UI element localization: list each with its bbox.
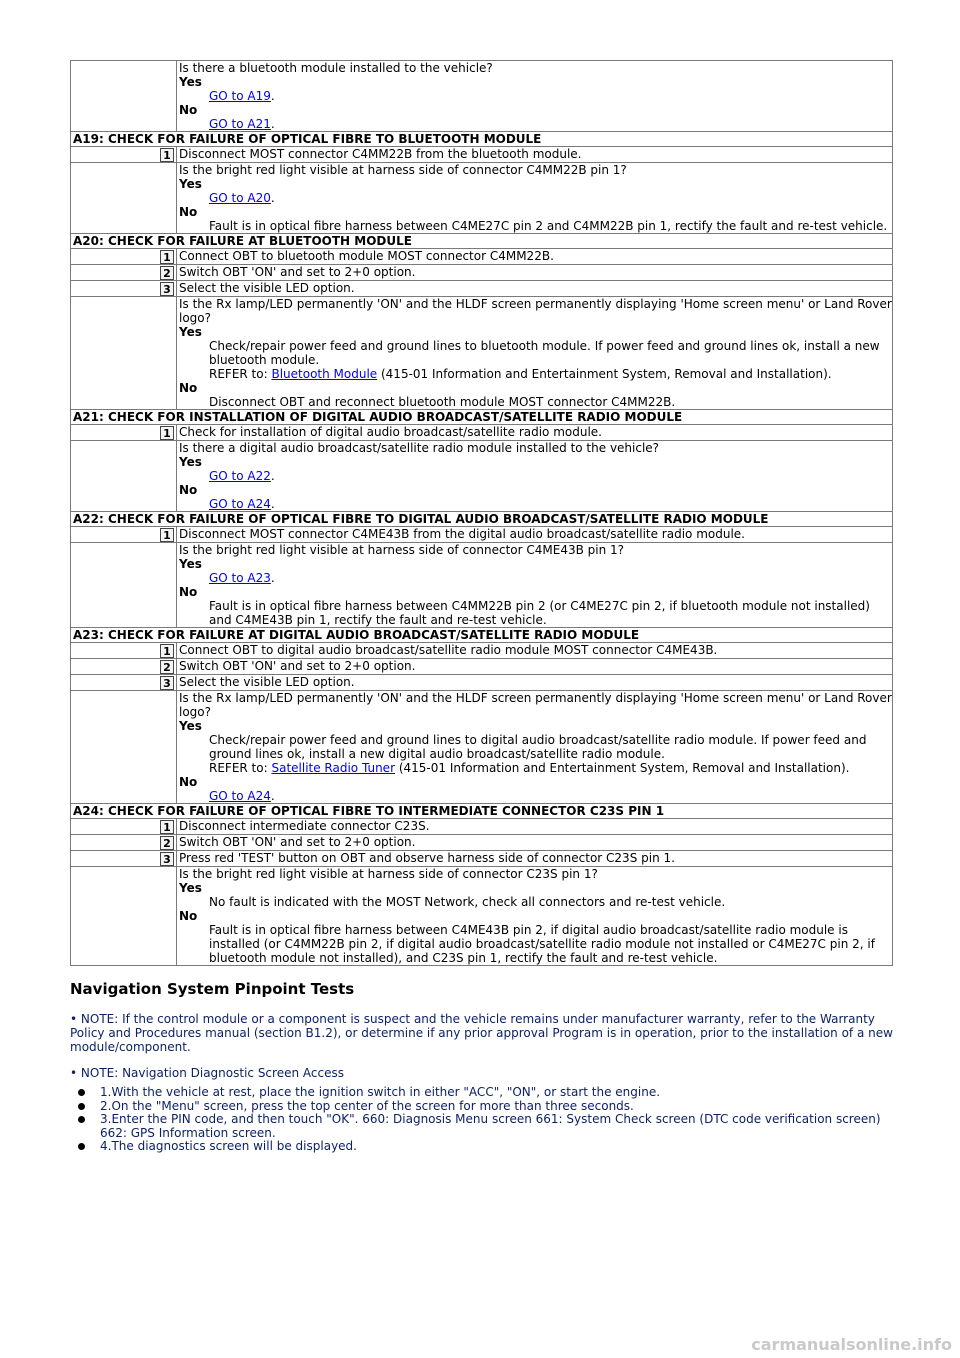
no-label: No bbox=[179, 585, 198, 599]
step-number-badge: 3 bbox=[160, 282, 174, 296]
step-number-badge: 1 bbox=[160, 820, 174, 834]
refer-prefix: REFER to: bbox=[209, 761, 272, 775]
step-instruction: Switch OBT 'ON' and set to 2+0 option. bbox=[177, 835, 893, 851]
goto-tail: . bbox=[270, 497, 275, 511]
question-text: Is the bright red light visible at harness side of connector C4MM22B pin 1? bbox=[179, 163, 627, 177]
table-row bbox=[71, 61, 893, 132]
question-spacer-cell bbox=[71, 867, 177, 966]
question-spacer-cell bbox=[71, 543, 177, 628]
no-label: No bbox=[179, 909, 198, 923]
question-cell bbox=[177, 867, 893, 966]
yes-label: Yes bbox=[179, 75, 202, 89]
question-cell bbox=[177, 691, 893, 804]
step-instruction: Disconnect MOST connector C4MM22B from the bluetooth module. bbox=[177, 147, 893, 163]
document-body bbox=[70, 60, 893, 1154]
refer-suffix: (415-01 Information and Entertainment System, Removal and Installation). bbox=[395, 761, 850, 775]
goto-tail: . bbox=[270, 571, 275, 585]
step-number-cell bbox=[71, 527, 177, 543]
table-row bbox=[71, 281, 893, 297]
table-row bbox=[71, 628, 893, 643]
refer-suffix: (415-01 Information and Entertainment System, Removal and Installation). bbox=[377, 367, 832, 381]
question-cell bbox=[177, 61, 893, 132]
list-item: 1.With the vehicle at rest, place the ignition switch in either "ACC", "ON", or start the engine. bbox=[100, 1086, 893, 1100]
table-row bbox=[71, 851, 893, 867]
step-number-cell bbox=[71, 675, 177, 691]
no-label: No bbox=[179, 205, 198, 219]
table-row bbox=[71, 675, 893, 691]
step-number-badge: 2 bbox=[160, 836, 174, 850]
table-row bbox=[71, 234, 893, 249]
no-label: No bbox=[179, 381, 198, 395]
step-number-badge: 1 bbox=[160, 528, 174, 542]
step-number-cell bbox=[71, 147, 177, 163]
step-number-badge: 3 bbox=[160, 852, 174, 866]
step-number-cell bbox=[71, 643, 177, 659]
yes-answer-text: No fault is indicated with the MOST Network, check all connectors and re-test vehicle. bbox=[209, 895, 726, 909]
step-number-badge: 2 bbox=[160, 660, 174, 674]
no-answer-line bbox=[179, 497, 892, 511]
step-number-badge: 1 bbox=[160, 148, 174, 162]
step-number-cell bbox=[71, 819, 177, 835]
goto-link[interactable]: GO to A20 bbox=[209, 191, 271, 205]
yes-answer-line bbox=[179, 89, 892, 103]
table-row bbox=[71, 867, 893, 966]
refer-line bbox=[179, 761, 892, 775]
no-answer-line bbox=[179, 789, 892, 803]
table-row bbox=[71, 265, 893, 281]
goto-link[interactable]: GO to A23 bbox=[209, 571, 271, 585]
question-text: Is the Rx lamp/LED permanently 'ON' and the HLDF screen permanently displaying 'Home screen menu' or Land Rover logo? bbox=[179, 297, 892, 325]
step-number-badge: 2 bbox=[160, 266, 174, 280]
diagnostic-steps-list bbox=[70, 1086, 893, 1154]
table-row bbox=[71, 425, 893, 441]
question-text: Is there a digital audio broadcast/satellite radio module installed to the vehicle? bbox=[179, 441, 660, 455]
pinpoint-test-table bbox=[70, 60, 893, 966]
yes-label: Yes bbox=[179, 881, 202, 895]
yes-label: Yes bbox=[179, 719, 202, 733]
refer-link[interactable]: Satellite Radio Tuner bbox=[271, 761, 396, 775]
table-row bbox=[71, 297, 893, 410]
question-spacer-cell bbox=[71, 297, 177, 410]
step-number-badge: 3 bbox=[160, 676, 174, 690]
test-step-header: A24: CHECK FOR FAILURE OF OPTICAL FIBRE TO INTERMEDIATE CONNECTOR C23S PIN 1 bbox=[71, 804, 893, 819]
step-number-cell bbox=[71, 851, 177, 867]
refer-link[interactable]: Bluetooth Module bbox=[271, 367, 378, 381]
table-row bbox=[71, 163, 893, 234]
goto-link[interactable]: GO to A22 bbox=[209, 469, 271, 483]
yes-label: Yes bbox=[179, 325, 202, 339]
table-row bbox=[71, 543, 893, 628]
table-row bbox=[71, 643, 893, 659]
goto-link[interactable]: GO to A24 bbox=[209, 789, 271, 803]
question-cell bbox=[177, 163, 893, 234]
test-step-header: A22: CHECK FOR FAILURE OF OPTICAL FIBRE TO DIGITAL AUDIO BROADCAST/SATELLITE RADIO MODULE bbox=[71, 512, 893, 527]
step-instruction: Press red 'TEST' button on OBT and observe harness side of connector C23S pin 1. bbox=[177, 851, 893, 867]
test-step-header: A23: CHECK FOR FAILURE AT DIGITAL AUDIO BROADCAST/SATELLITE RADIO MODULE bbox=[71, 628, 893, 643]
step-instruction: Connect OBT to digital audio broadcast/satellite radio module MOST connector C4ME43B. bbox=[177, 643, 893, 659]
goto-tail: . bbox=[270, 89, 275, 103]
no-label: No bbox=[179, 775, 198, 789]
step-instruction: Switch OBT 'ON' and set to 2+0 option. bbox=[177, 659, 893, 675]
step-instruction: Disconnect MOST connector C4ME43B from the digital audio broadcast/satellite radio module. bbox=[177, 527, 893, 543]
yes-answer-line bbox=[179, 191, 892, 205]
step-instruction: Switch OBT 'ON' and set to 2+0 option. bbox=[177, 265, 893, 281]
refer-prefix: REFER to: bbox=[209, 367, 272, 381]
goto-tail: . bbox=[270, 789, 275, 803]
step-number-cell bbox=[71, 835, 177, 851]
question-spacer-cell bbox=[71, 691, 177, 804]
question-cell bbox=[177, 441, 893, 512]
list-item: 4.The diagnostics screen will be displayed. bbox=[100, 1140, 893, 1154]
question-text: Is the bright red light visible at harness side of connector C4ME43B pin 1? bbox=[179, 543, 625, 557]
question-spacer-cell bbox=[71, 61, 177, 132]
goto-tail: . bbox=[270, 191, 275, 205]
table-row bbox=[71, 804, 893, 819]
question-text: Is the bright red light visible at harness side of connector C23S pin 1? bbox=[179, 867, 598, 881]
step-number-cell bbox=[71, 249, 177, 265]
no-answer-text: Fault is in optical fibre harness between C4MM22B pin 2 (or C4ME27C pin 2, if bluetooth module not installed) and C4ME43B pin 1, rectify the fault and re-test vehicle. bbox=[209, 599, 870, 627]
goto-tail: . bbox=[270, 469, 275, 483]
test-step-header: A19: CHECK FOR FAILURE OF OPTICAL FIBRE TO BLUETOOTH MODULE bbox=[71, 132, 893, 147]
yes-label: Yes bbox=[179, 177, 202, 191]
refer-line bbox=[179, 367, 892, 381]
yes-answer-text: Check/repair power feed and ground lines to digital audio broadcast/satellite radio module. If power feed and ground lines ok, install a new digital audio broadcast/satellite radio module. bbox=[209, 733, 867, 761]
table-row bbox=[71, 835, 893, 851]
step-instruction: Select the visible LED option. bbox=[177, 675, 893, 691]
yes-answer-line bbox=[179, 571, 892, 585]
table-row bbox=[71, 659, 893, 675]
table-row bbox=[71, 132, 893, 147]
question-spacer-cell bbox=[71, 441, 177, 512]
question-cell bbox=[177, 297, 893, 410]
section-title: Navigation System Pinpoint Tests bbox=[70, 980, 355, 998]
step-number-cell bbox=[71, 425, 177, 441]
goto-link[interactable]: GO to A21 bbox=[209, 117, 271, 131]
table-row bbox=[71, 512, 893, 527]
step-number-cell bbox=[71, 281, 177, 297]
table-row bbox=[71, 819, 893, 835]
goto-link[interactable]: GO to A24 bbox=[209, 497, 271, 511]
step-instruction: Disconnect intermediate connector C23S. bbox=[177, 819, 893, 835]
table-row bbox=[71, 249, 893, 265]
goto-link[interactable]: GO to A19 bbox=[209, 89, 271, 103]
warranty-note: • NOTE: If the control module or a component is suspect and the vehicle remains under manufacturer warranty, refer to the Warranty Policy and Procedures manual (section B1.2), or determine if any prior approval Program is in operation, prior to the installation of a new module/component. bbox=[70, 1012, 893, 1054]
yes-answer-line bbox=[179, 469, 892, 483]
table-row bbox=[71, 441, 893, 512]
yes-label: Yes bbox=[179, 557, 202, 571]
test-step-header: A21: CHECK FOR INSTALLATION OF DIGITAL AUDIO BROADCAST/SATELLITE RADIO MODULE bbox=[71, 410, 893, 425]
question-spacer-cell bbox=[71, 163, 177, 234]
yes-label: Yes bbox=[179, 455, 202, 469]
no-answer-text: Disconnect OBT and reconnect bluetooth module MOST connector C4MM22B. bbox=[209, 395, 676, 409]
step-number-badge: 1 bbox=[160, 250, 174, 264]
question-text: Is there a bluetooth module installed to the vehicle? bbox=[179, 61, 493, 75]
no-answer-text: Fault is in optical fibre harness between C4ME43B pin 2, if digital audio broadcast/satellite radio module is installed (or C4MM22B pin 2, if digital audio broadcast/satellite radio module not installed or C4ME27C pin 2, if bluetooth module not installed), and C23S pin 1, rectify the fault and re-test vehicle. bbox=[209, 923, 875, 965]
step-instruction: Connect OBT to bluetooth module MOST connector C4MM22B. bbox=[177, 249, 893, 265]
table-row bbox=[71, 410, 893, 425]
step-number-cell bbox=[71, 659, 177, 675]
diagnostic-access-note: • NOTE: Navigation Diagnostic Screen Access bbox=[70, 1066, 344, 1080]
goto-tail: . bbox=[270, 117, 275, 131]
no-label: No bbox=[179, 483, 198, 497]
step-number-badge: 1 bbox=[160, 644, 174, 658]
step-number-badge: 1 bbox=[160, 426, 174, 440]
table-row bbox=[71, 691, 893, 804]
step-number-cell bbox=[71, 265, 177, 281]
question-cell bbox=[177, 543, 893, 628]
table-row bbox=[71, 147, 893, 163]
step-instruction: Check for installation of digital audio broadcast/satellite radio module. bbox=[177, 425, 893, 441]
watermark: carmanualsonline.info bbox=[751, 1335, 952, 1354]
list-item: 3.Enter the PIN code, and then touch "OK". 660: Diagnosis Menu screen 661: System Check screen (DTC code verification screen) 662: GPS Information screen. bbox=[100, 1113, 893, 1140]
question-text: Is the Rx lamp/LED permanently 'ON' and the HLDF screen permanently displaying 'Home screen menu' or Land Rover logo? bbox=[179, 691, 892, 719]
yes-answer-text: Check/repair power feed and ground lines to bluetooth module. If power feed and ground lines ok, install a new bluetooth module. bbox=[209, 339, 880, 367]
no-answer-line bbox=[179, 117, 892, 131]
list-item: 2.On the "Menu" screen, press the top center of the screen for more than three seconds. bbox=[100, 1100, 893, 1114]
test-step-header: A20: CHECK FOR FAILURE AT BLUETOOTH MODULE bbox=[71, 234, 893, 249]
step-instruction: Select the visible LED option. bbox=[177, 281, 893, 297]
no-answer-text: Fault is in optical fibre harness between C4ME27C pin 2 and C4MM22B pin 1, rectify the fault and re-test vehicle. bbox=[209, 219, 888, 233]
table-row bbox=[71, 527, 893, 543]
no-label: No bbox=[179, 103, 198, 117]
